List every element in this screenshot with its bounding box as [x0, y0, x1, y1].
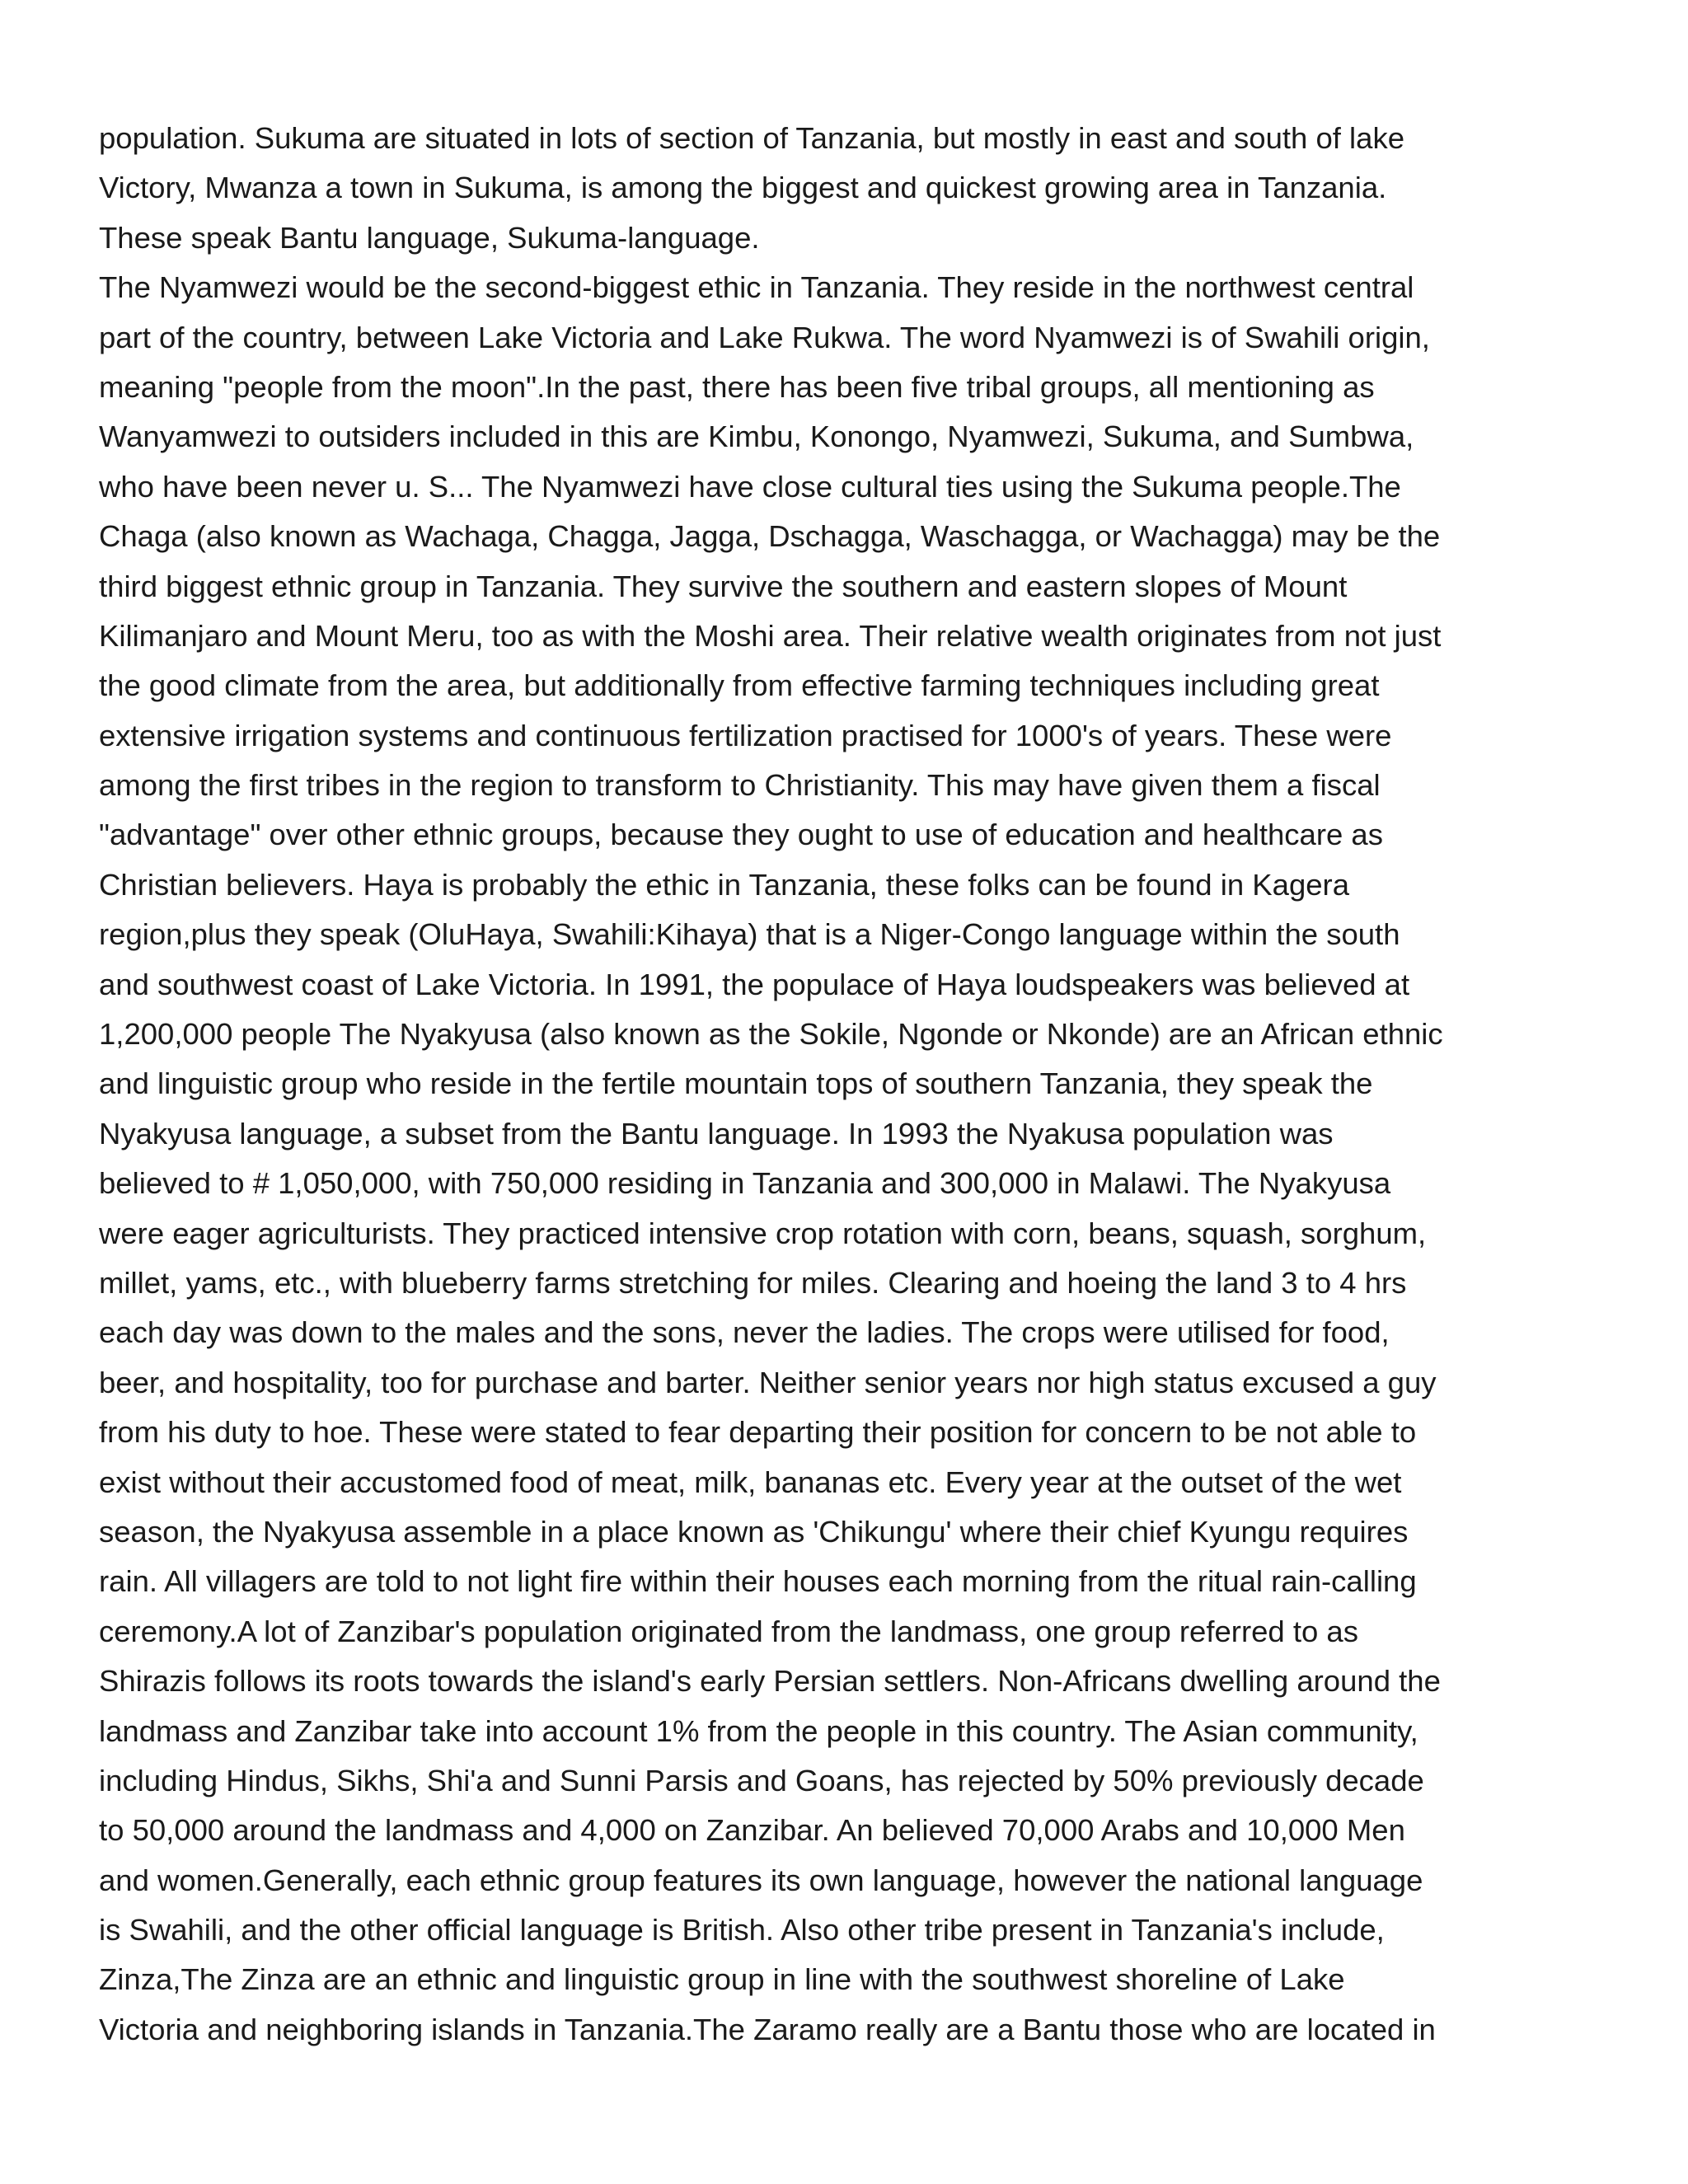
- text-line: including Hindus, Sikhs, Shi'a and Sunni Parsis and Goans, has rejected by 50% previously decade: [99, 1763, 1424, 1797]
- text-line: Nyakyusa language, a subset from the Bantu language. In 1993 the Nyakusa population was: [99, 1116, 1334, 1151]
- text-line: the good climate from the area, but additionally from effective farming techniques including great: [99, 668, 1380, 703]
- text-line: Chaga (also known as Wachaga, Chagga, Jagga, Dschagga, Waschagga, or Wachagga) may be the: [99, 519, 1441, 554]
- text-line: population. Sukuma are situated in lots of section of Tanzania, but mostly in east and south of lake: [99, 121, 1404, 155]
- text-line: Shirazis follows its roots towards the island's early Persian settlers. Non-Africans dwelling around the: [99, 1664, 1441, 1699]
- text-line: Victoria and neighboring islands in Tanzania.The Zaramo really are a Bantu those who are located in: [99, 2012, 1436, 2046]
- text-line: and southwest coast of Lake Victoria. In 1991, the populace of Haya loudspeakers was believed at: [99, 967, 1410, 1001]
- text-line: Wanyamwezi to outsiders included in this are Kimbu, Konongo, Nyamwezi, Sukuma, and Sumbwa,: [99, 419, 1414, 454]
- text-line: millet, yams, etc., with blueberry farms stretching for miles. Clearing and hoeing the land 3 to 4 hrs: [99, 1265, 1407, 1300]
- text-line: who have been never u. S... The Nyamwezi have close cultural ties using the Sukuma people.The: [99, 469, 1401, 504]
- text-line: Kilimanjaro and Mount Meru, too as with the Moshi area. Their relative wealth originates from not just: [99, 618, 1442, 653]
- text-line: were eager agriculturists. They practiced intensive crop rotation with corn, beans, squash, sorghum,: [99, 1216, 1427, 1250]
- text-line: to 50,000 around the landmass and 4,000 on Zanzibar. An believed 70,000 Arabs and 10,000 Men: [99, 1813, 1405, 1848]
- text-line: part of the country, between Lake Victoria and Lake Rukwa. The word Nyamwezi is of Swahili origin,: [99, 320, 1430, 354]
- text-line: ceremony.A lot of Zanzibar's population originated from the landmass, one group referred to as: [99, 1614, 1358, 1648]
- text-line: meaning "people from the moon".In the past, there has been five tribal groups, all mentioning as: [99, 369, 1375, 404]
- text-line: "advantage" over other ethnic groups, because they ought to use of education and healthcare as: [99, 818, 1383, 852]
- text-line: region,plus they speak (OluHaya, Swahili:Kihaya) that is a Niger-Congo language within the south: [99, 917, 1400, 952]
- text-line: The Nyamwezi would be the second-biggest ethic in Tanzania. They reside in the northwest central: [99, 270, 1414, 305]
- text-line: These speak Bantu language, Sukuma-language.: [99, 220, 760, 255]
- text-line: is Swahili, and the other official language is British. Also other tribe present in Tanzania's include,: [99, 1913, 1385, 1947]
- text-line: Zinza,The Zinza are an ethnic and linguistic group in line with the southwest shoreline of Lake: [99, 1962, 1345, 1997]
- text-line: rain. All villagers are told to not light fire within their houses each morning from the ritual rain-calling: [99, 1564, 1417, 1599]
- text-line: extensive irrigation systems and continuous fertilization practised for 1000's of years. These were: [99, 718, 1392, 752]
- text-line: beer, and hospitality, too for purchase and barter. Neither senior years nor high status excused a guy: [99, 1365, 1437, 1399]
- text-line: landmass and Zanzibar take into account 1% from the people in this country. The Asian community,: [99, 1713, 1418, 1748]
- text-line: season, the Nyakyusa assemble in a place known as 'Chikungu' where their chief Kyungu requires: [99, 1514, 1409, 1549]
- body-text: [99, 114, 1599, 2055]
- text-line: believed to # 1,050,000, with 750,000 residing in Tanzania and 300,000 in Malawi. The Nyakyusa: [99, 1166, 1391, 1201]
- text-line: third biggest ethnic group in Tanzania. They survive the southern and eastern slopes of Mount: [99, 569, 1348, 603]
- text-line: exist without their accustomed food of meat, milk, bananas etc. Every year at the outset of the wet: [99, 1465, 1402, 1499]
- text-line: Victory, Mwanza a town in Sukuma, is among the biggest and quickest growing area in Tanzania.: [99, 171, 1387, 205]
- text-line: and women.Generally, each ethnic group features its own language, however the national language: [99, 1863, 1423, 1897]
- text-line: 1,200,000 people The Nyakyusa (also known as the Sokile, Ngonde or Nkonde) are an African ethnic: [99, 1017, 1443, 1052]
- text-line: from his duty to hoe. These were stated to fear departing their position for concern to be not able to: [99, 1415, 1417, 1450]
- text-line: and linguistic group who reside in the fertile mountain tops of southern Tanzania, they speak the: [99, 1066, 1373, 1101]
- text-line: among the first tribes in the region to transform to Christianity. This may have given them a fiscal: [99, 768, 1381, 803]
- text-line: Christian believers. Haya is probably the ethic in Tanzania, these folks can be found in Kagera: [99, 867, 1349, 902]
- text-line: each day was down to the males and the sons, never the ladies. The crops were utilised for food,: [99, 1315, 1390, 1350]
